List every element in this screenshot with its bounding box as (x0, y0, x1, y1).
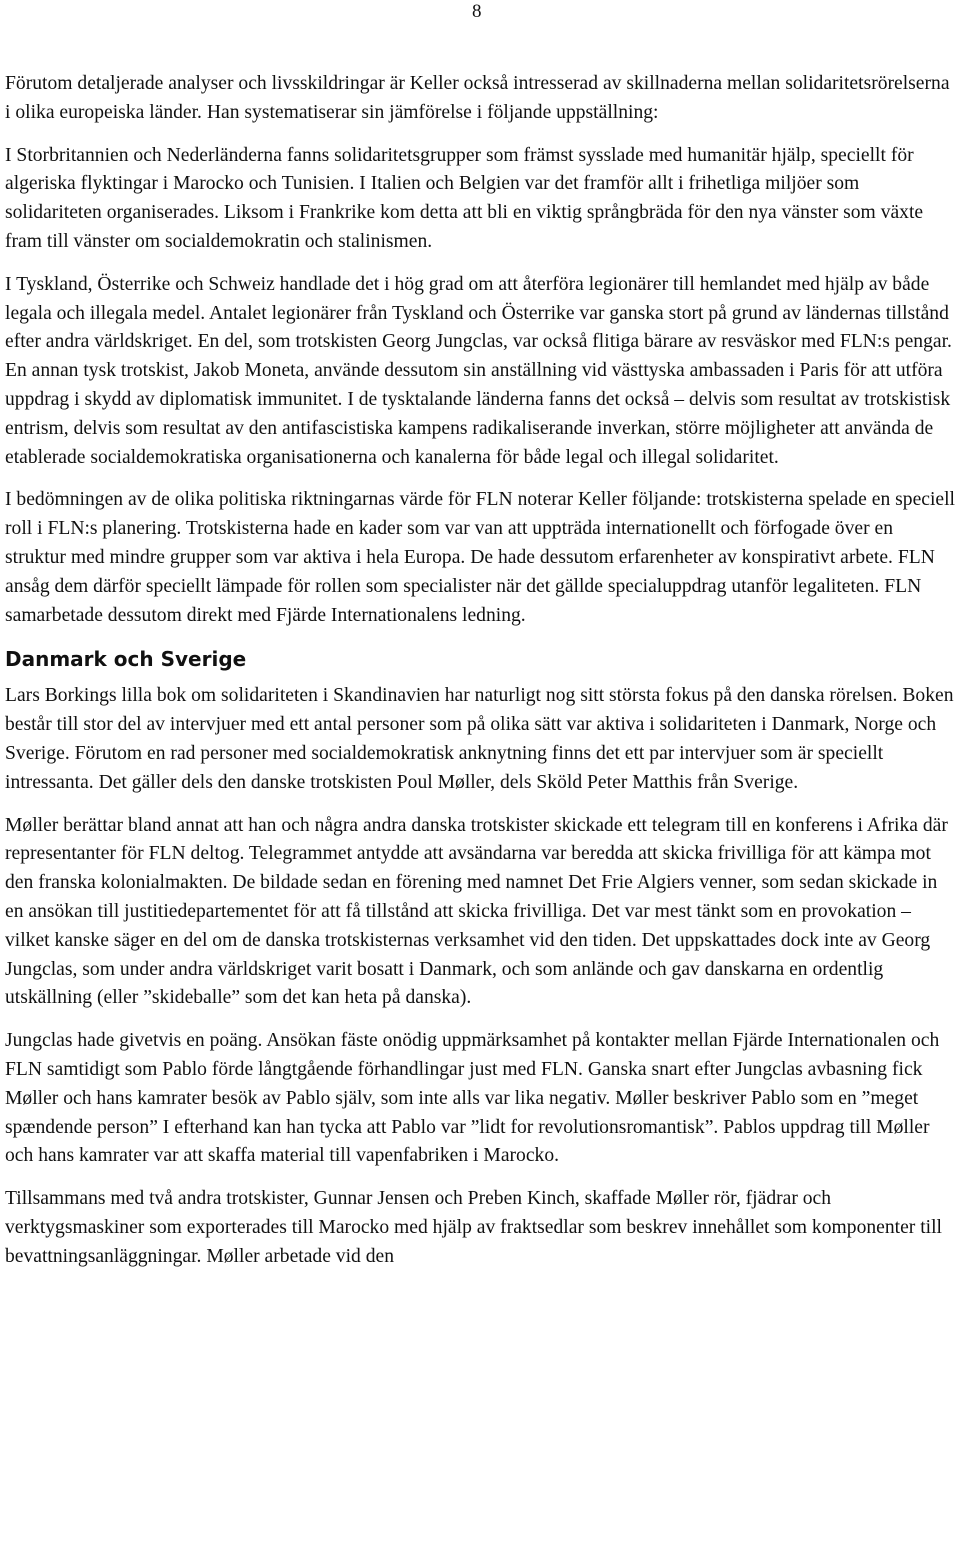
document-body (5, 70, 955, 1285)
paragraph: Tillsammans med två andra trotskister, Gunnar Jensen och Preben Kinch, skaffade Møller rör, fjädrar och verktygsmaskiner som exporterades till Marocko med hjälp av fraktsedlar som beskrev innehållet som komponenter till bevattningsanläggningar. Møller arbetade vid den (5, 1188, 942, 1267)
paragraph: Lars Borkings lilla bok om solidariteten i Skandinavien har naturligt nog sitt största fokus på den danska rörelsen. Boken består till stor del av intervjuer med ett antal personer som på olika sätt var aktiva i solidariteten i Danmark, Norge och Sverige. Förutom en rad personer med socialdemokratisk anknytning finns det ett par intervjuer som är speciellt intressanta. Det gäller dels den danske trotskisten Poul Møller, dels Sköld Peter Matthis från Sverige. (5, 685, 954, 793)
paragraph: I bedömningen av de olika politiska riktningarnas värde för FLN noterar Keller följande: trotskisterna spelade en speciell roll i FLN:s planering. Trotskisterna hade en kader som var van att uppträda internationellt och förfogade över en struktur med mindre grupper som var aktiva i hela Europa. De hade dessutom erfarenheter av konspirativt arbete. FLN ansåg dem därför speciellt lämpade för rollen som specialister när det gällde specialuppdrag utanför legaliteten. FLN samarbetade dessutom direkt med Fjärde Internationalens ledning. (5, 489, 955, 626)
page-number: 8 (472, 1, 482, 22)
paragraph: Jungclas hade givetvis en poäng. Ansökan fäste onödig uppmärksamhet på kontakter mellan Fjärde Internationalen och FLN samtidigt som Pablo förde långtgående förhandlingar just med FLN. Ganska snart efter Jungclas avbasning fick Møller och hans kamrater besök av Pablo själv, som inte alls var lika negativ. Møller beskriver Pablo som en ”meget spændende person” I efterhand kan han tycka att Pablo var ”lidt for revolutionsromantisk”. Pablos uppdrag till Møller och hans kamrater var att skaffa material till vapenfabriken i Marocko. (5, 1030, 940, 1167)
section-heading: Danmark och Sverige (5, 647, 247, 672)
paragraph: I Tyskland, Österrike och Schweiz handlade det i hög grad om att återföra legionärer till hemlandet med hjälp av både legala och illegala medel. Antalet legionärer från Tyskland och Österrike var ganska stort på grund av ländernas tillstånd efter andra världskriget. En del, som trotskisten Georg Jungclas, var också flitiga bärare av resväskor med FLN:s pengar. En annan tysk trotskist, Jakob Moneta, använde dessutom sin anställning vid västtyska ambassaden i Paris för att utföra uppdrag i skydd av diplomatisk immunitet. I de tysktalande länderna fanns det också – delvis som resultat av trotskistisk entrism, delvis som resultat av den antifascistiska kampens radikaliserande inverkan, större möjligheter att använda de etablerade socialdemokratiska organisationerna och kanalerna för både legal och illegal solidaritet. (5, 273, 952, 468)
paragraph: I Storbritannien och Nederländerna fanns solidaritetsgrupper som främst sysslade med humanitär hjälp, speciellt för algeriska flyktingar i Marocko och Tunisien. I Italien och Belgien var det framför allt i frihetliga miljöer som solidariteten organiserades. Liksom i Frankrike kom detta att bli en viktig språngbräda för den nya vänster som växte fram till vänster om socialdemokratin och stalinismen. (5, 144, 924, 252)
paragraph: Møller berättar bland annat att han och några andra danska trotskister skickade ett telegram till en konferens i Afrika där representanter för FLN deltog. Telegrammet antydde att avsändarna var beredda att skicka frivilliga för att kämpa mot den franska kolonialmakten. De bildade sedan en förening med namnet Det Frie Algiers venner, som sedan skickade in en ansökan till justitiedepartementet för att få tillstånd att skicka frivilliga. Det var mest tänkt som en provokation – vilket kanske säger en del om de danska trotskisternas verksamhet vid den tiden. Det uppskattades dock inte av Georg Jungclas, som under andra världskriget varit bosatt i Danmark, och som anlände och gav danskarna en ordentlig utskällning (eller ”skideballe” som det kan heta på danska). (5, 814, 948, 1009)
paragraph: Förutom detaljerade analyser och livsskildringar är Keller också intresserad av skillnaderna mellan solidaritetsrörelserna i olika europeiska länder. Han systematiserar sin jämförelse i följande uppställning: (5, 73, 950, 123)
